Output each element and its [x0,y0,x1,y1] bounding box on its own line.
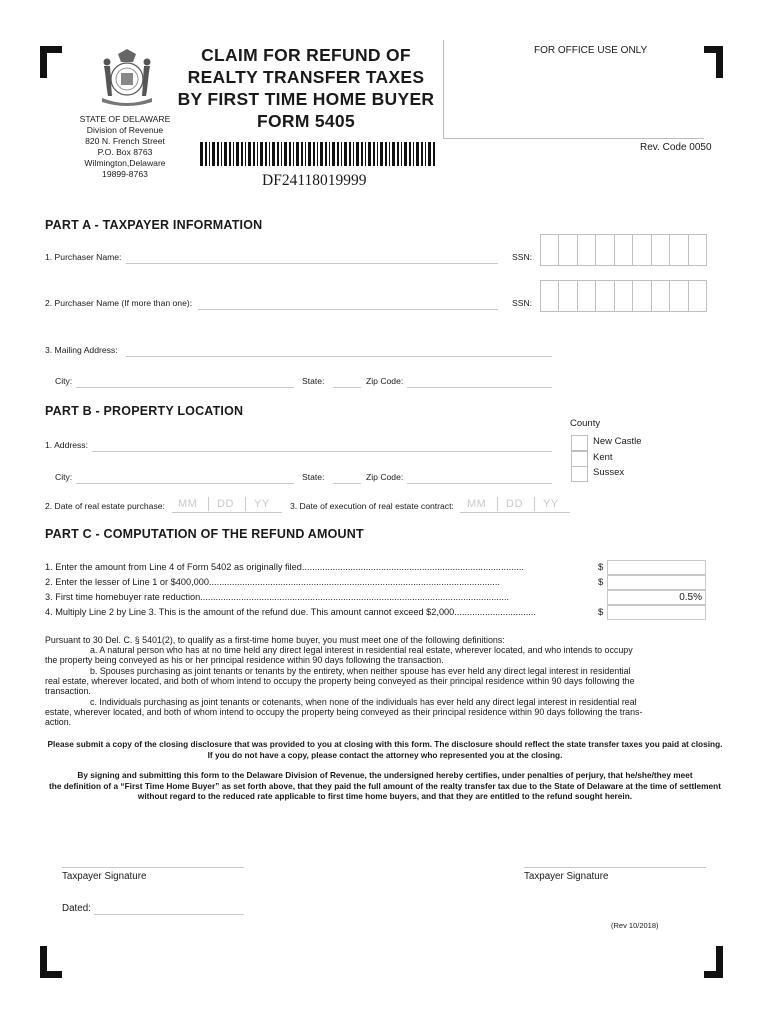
county-label: County [570,418,601,429]
line-3-rate: 0.5% [607,590,706,605]
definition-b-line-3: transaction. [45,686,91,696]
line-3-label: 3. First time homebuyer rate reduction......................................................................................................................... [45,592,510,602]
submit-note-line-1: Please submit a copy of the closing disclosure that was provided to you at closing with this form. The disclosure should reflect the state transfer taxes you paid at closing. [47,739,723,749]
city-field[interactable] [76,387,294,388]
purchaser-name2-label: 2. Purchaser Name (If more than one): [45,298,193,308]
purchase-month: MM [178,498,198,510]
definition-a-line-1: a. A natural person who has at no time held any direct legal interest in residential real estate, wherever located, and who intends to occupy [90,645,633,655]
property-city-label: City: [55,472,73,482]
new-castle-label: New Castle [593,436,642,447]
property-city-field[interactable] [76,483,294,484]
title-line-3: BY FIRST TIME HOME BUYER [177,89,435,109]
state-field[interactable] [333,387,361,388]
barcode-number: DF24118019999 [262,172,367,189]
agency-line: Division of Revenue [86,125,164,135]
line-1-label: 1. Enter the amount from Line 4 of Form 5402 as originally filed....................................................................................... [45,562,524,572]
kent-label: Kent [593,452,613,463]
state-label: State: [302,376,325,386]
title-line-4: FORM 5405 [256,111,355,131]
definition-b-line-2: real estate, wherever located, and both of whom intend to occupy the property being conveyed as their principal residence within 90 days following the [45,676,635,686]
execution-date-label: 3. Date of execution of real estate contract: [290,501,454,511]
title-line-2: REALTY TRANSFER TAXES [187,67,425,87]
purchase-year: YY [254,498,270,510]
barcode-icon [200,142,436,166]
taxpayer-signature-field-2[interactable] [524,867,706,868]
purchase-date-label: 2. Date of real estate purchase: [45,501,165,511]
corner-mark-top-right-bar [704,46,723,53]
definition-c-line-2: estate, wherever located, and both of whom intend to occupy the property being conveyed as their principal residence within 90 days following the trans- [45,707,643,717]
part-a-heading: PART A - TAXPAYER INFORMATION [45,218,263,232]
dated-field[interactable] [94,914,244,915]
agency-line: 820 N. French Street [85,136,165,146]
line-2-dollar: $ [598,577,604,588]
property-state-field[interactable] [333,483,361,484]
purchaser-name2-field[interactable] [198,309,498,310]
ssn-field-2[interactable] [540,280,707,312]
date-divider [497,497,498,511]
part-b-heading: PART B - PROPERTY LOCATION [45,404,244,418]
revision-label: (Rev 10/2018) [611,921,659,930]
definition-c-line-3: action. [45,717,72,727]
corner-mark-bottom-right-bar [704,971,723,978]
office-use-label: FOR OFFICE USE ONLY [534,45,648,56]
agency-line: 19899-8763 [102,169,148,179]
dated-label: Dated: [62,903,91,914]
mailing-address-label: 3. Mailing Address: [45,345,118,355]
rev-code: Rev. Code 0050 [640,142,712,153]
line-1-amount[interactable] [607,560,706,575]
submit-note-line-2: If you do not have a copy, please contact the attorney who represented you at the closing. [207,749,563,760]
definition-c-line-1: c. Individuals purchasing as joint tenants or cotenants, when none of the individuals has ever held any direct legal interest in residential real [90,697,637,707]
ssn2-label: SSN: [512,298,533,308]
sussex-checkbox[interactable] [571,466,588,482]
corner-mark-top-left-bar [40,46,62,53]
line-2-label: 2. Enter the lesser of Line 1 or $400,000.................................................................................................................. [45,577,500,587]
execution-date-field[interactable] [460,512,570,513]
line-4-dollar: $ [598,607,604,618]
part-c-heading: PART C - COMPUTATION OF THE REFUND AMOUNT [45,527,364,541]
definitions-intro: Pursuant to 30 Del. C. § 5401(2), to qualify as a first-time home buyer, you must meet one of the following definitions: [45,635,505,645]
agency-line: STATE OF DELAWARE [79,114,171,124]
definition-b-line-1: b. Spouses purchasing as joint tenants or tenants by the entirety, when neither spouse has ever held any direct legal interest in residential [90,666,631,676]
office-use-box [443,40,704,139]
execution-year: YY [543,498,559,510]
purchaser-name-label: 1. Purchaser Name: [45,252,122,262]
title-line-1: CLAIM FOR REFUND OF [201,45,411,65]
certification [40,770,730,802]
date-divider [208,497,209,511]
line-4-label: 4. Multiply Line 2 by Line 3. This is the amount of the refund due. This amount cannot exceed $2,000................................ [45,607,536,617]
new-castle-checkbox[interactable] [571,435,588,451]
execution-month: MM [467,498,487,510]
certification-line-2: the definition of a “First Time Home Buyer” as set forth above, that they paid the full amount of the realty transfer tax due to the State of Delaware at the time of settlement [48,780,721,791]
property-address-field[interactable] [92,451,552,452]
ssn-label: SSN: [512,252,533,262]
city-label: City: [55,376,73,386]
line-2-amount[interactable] [607,575,706,590]
property-zip-field[interactable] [407,483,552,484]
mailing-address-field[interactable] [126,356,552,357]
agency-line: P.O. Box 8763 [97,147,153,157]
date-divider [534,497,535,511]
date-divider [245,497,246,511]
taxpayer-signature-field-1[interactable] [62,867,244,868]
purchaser-name-field[interactable] [126,263,498,264]
form-title [165,44,447,132]
property-address-label: 1. Address: [45,440,88,450]
zip-label: Zip Code: [366,376,404,386]
purchase-date-field[interactable] [172,512,282,513]
property-state-label: State: [302,472,325,482]
definition-a-line-2: the property being conveyed as his or her principal residence within 90 days following the transaction. [45,655,444,665]
agency-address [70,114,180,180]
delaware-seal-icon [96,46,158,106]
line-4-amount[interactable] [607,605,706,620]
purchase-day: DD [217,498,234,510]
submit-note [40,739,730,760]
execution-day: DD [506,498,523,510]
line-1-dollar: $ [598,562,604,573]
agency-line: Wilmington,Delaware [84,158,166,168]
sussex-label: Sussex [593,467,625,478]
taxpayer-signature-label-1: Taxpayer Signature [62,871,147,882]
taxpayer-signature-label-2: Taxpayer Signature [524,871,609,882]
certification-line-1: By signing and submitting this form to the Delaware Division of Revenue, the undersigned hereby certifies, under penalties of perjury, that he/she/they meet [77,770,693,780]
ssn-field-1[interactable] [540,234,707,266]
corner-mark-bottom-left-bar [40,971,62,978]
certification-line-3: without regard to the reduced rate applicable to first time home buyers, and that they are entitled to the refund sought herein. [137,791,633,801]
zip-field[interactable] [407,387,552,388]
kent-checkbox[interactable] [571,451,588,467]
property-zip-label: Zip Code: [366,472,404,482]
